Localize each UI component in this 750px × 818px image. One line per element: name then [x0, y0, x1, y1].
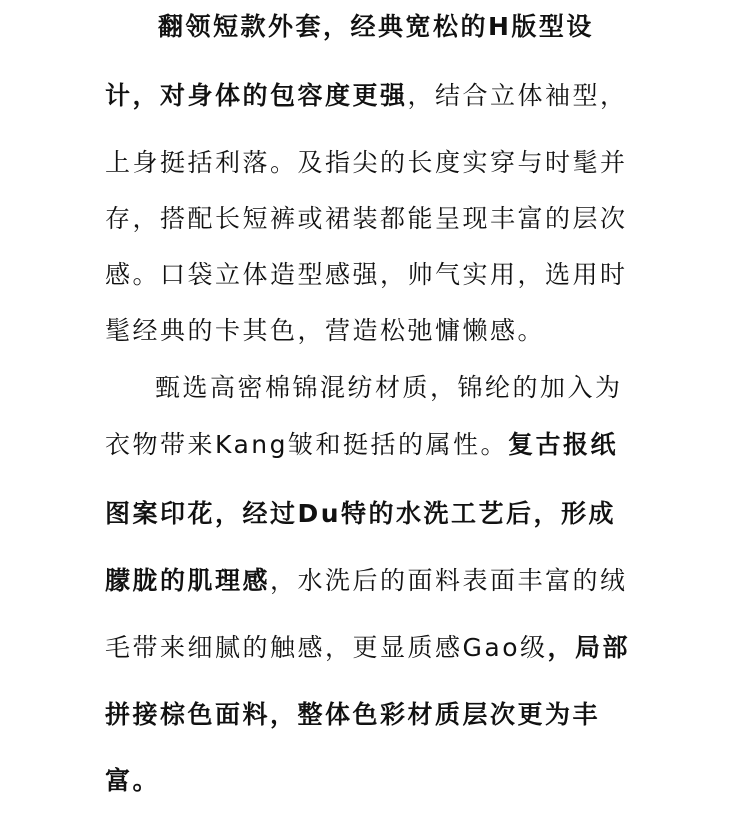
line-6-text: 髦经典的卡其色，营造松弛慵懒感。	[105, 316, 546, 345]
line-13	[105, 763, 665, 799]
line-1-text: 翻领短款外套，经典宽松的H版型设	[158, 12, 594, 41]
line-8-text: 衣物带来Kang皱和挺括的属性。	[105, 430, 508, 459]
line-12	[105, 697, 665, 733]
line-12-text: 拼接棕色面料，整体色彩材质层次更为丰	[105, 700, 601, 729]
line-11-bold-text: ，局部	[547, 633, 631, 662]
line-4	[105, 201, 665, 237]
line-2-text: ，结合立体袖型，	[407, 81, 628, 110]
line-2	[105, 78, 665, 114]
line-5	[105, 257, 665, 293]
line-2-bold-text: 计，对身体的包容度更强	[105, 81, 408, 110]
line-10-text: ，水洗后的面料表面丰富的绒	[270, 566, 628, 595]
line-4-text: 存，搭配长短裤或裙装都能呈现丰富的层次	[105, 204, 628, 233]
line-3	[105, 145, 665, 181]
line-7	[155, 370, 715, 406]
line-11	[105, 630, 665, 666]
line-11-text: 毛带来细腻的触感，更显质感Gao级	[105, 633, 548, 662]
line-7-text: 甄选高密棉锦混纺材质，锦纶的加入为	[155, 373, 623, 402]
line-10	[105, 563, 665, 599]
line-3-text: 上身挺括利落。及指尖的长度实穿与时髦并	[105, 148, 628, 177]
line-9	[105, 496, 665, 532]
line-1	[158, 9, 718, 45]
line-6	[105, 313, 665, 349]
line-9-text: 图案印花，经过Du特的水洗工艺后，形成	[105, 499, 617, 528]
line-5-text: 感。口袋立体造型感强，帅气实用，选用时	[105, 260, 628, 289]
line-8	[105, 427, 665, 463]
line-13-text: 富。	[105, 766, 161, 795]
line-8-bold-text: 复古报纸	[508, 430, 619, 459]
line-10-bold-text: 朦胧的肌理感	[105, 566, 271, 595]
